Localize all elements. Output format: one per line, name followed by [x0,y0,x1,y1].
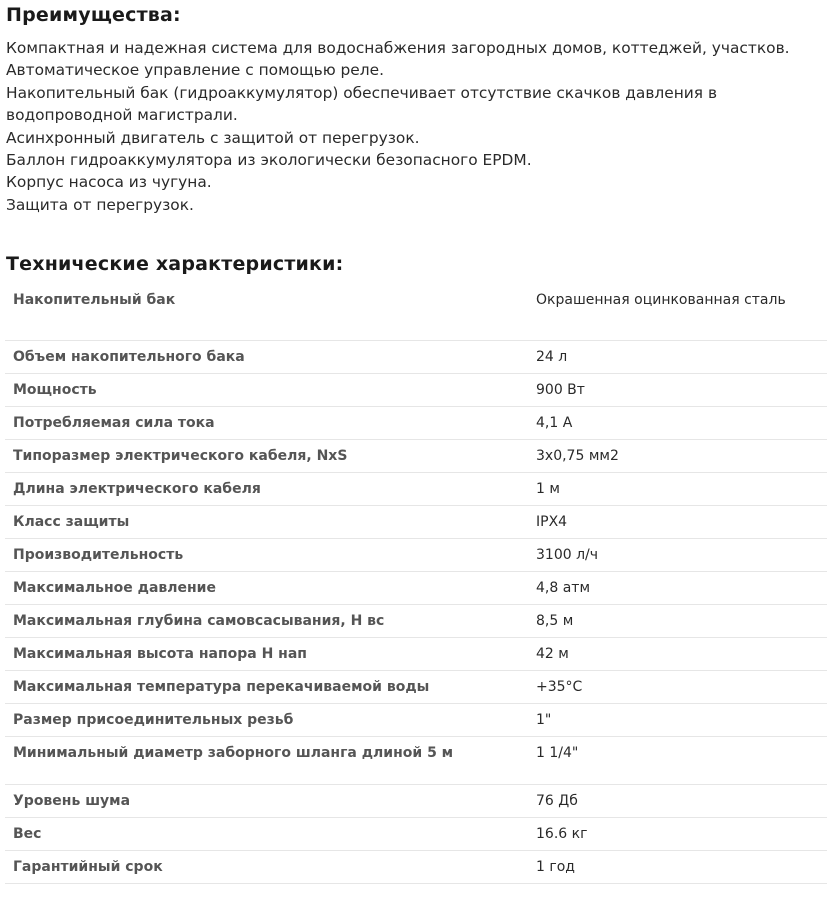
spec-row [5,472,827,505]
spec-row [5,817,827,850]
spec-name: Размер присоединительных резьб [5,703,526,736]
advantage-item: Защита от перегрузок. [6,195,194,214]
spec-value: 42 м [526,637,827,670]
spec-row [5,670,827,703]
spec-value: 4,8 атм [526,571,827,604]
spec-row [5,637,827,670]
spec-value: 3х0,75 мм2 [526,439,827,472]
spec-row [5,284,827,340]
spec-row [5,505,827,538]
spec-name: Вес [5,817,526,850]
spec-row [5,538,827,571]
specs-heading: Технические характеристики: [6,253,344,275]
spec-value: IPX4 [526,505,827,538]
spec-row [5,406,827,439]
spec-value: 1" [526,703,827,736]
spec-value: Окрашенная оцинкованная сталь [526,284,827,340]
spec-name: Класс защиты [5,505,526,538]
advantage-item: Асинхронный двигатель с защитой от перегрузок. [6,128,420,147]
spec-value: 8,5 м [526,604,827,637]
spec-name: Максимальная высота напора Н нап [5,637,526,670]
spec-value: +35°С [526,670,827,703]
spec-value: 76 Дб [526,784,827,817]
spec-row [5,784,827,817]
spec-name: Типоразмер электрического кабеля, NxS [5,439,526,472]
advantage-item: Корпус насоса из чугуна. [6,173,212,192]
spec-value: 4,1 А [526,406,827,439]
spec-name: Минимальный диаметр заборного шланга длиной 5 м [5,736,526,784]
spec-row [5,439,827,472]
spec-value: 24 л [526,340,827,373]
spec-row [5,736,827,784]
advantage-item: Автоматическое управление с помощью реле. [6,61,384,80]
spec-name: Длина электрического кабеля [5,472,526,505]
spec-row [5,571,827,604]
advantages-heading: Преимущества: [6,4,181,26]
advantage-item: Накопительный бак (гидроаккумулятор) обеспечивает отсутствие скачков давления в водопроводной магистрали. [6,83,718,125]
spec-name: Максимальное давление [5,571,526,604]
spec-value: 3100 л/ч [526,538,827,571]
spec-value: 1 м [526,472,827,505]
spec-name: Мощность [5,373,526,406]
advantage-item: Компактная и надежная система для водоснабжения загородных домов, коттеджей, участков. [6,39,790,57]
spec-name: Уровень шума [5,784,526,817]
spec-name: Максимальная температура перекачиваемой воды [5,670,526,703]
advantage-item: Баллон гидроаккумулятора из экологически безопасного EPDM. [6,151,532,170]
spec-row [5,703,827,736]
spec-value: 1 1/4" [526,736,827,784]
spec-name: Объем накопительного бака [5,340,526,373]
spec-name: Потребляемая сила тока [5,406,526,439]
spec-row [5,373,827,406]
spec-row [5,850,827,883]
spec-name: Накопительный бак [5,284,526,340]
advantages-list [6,37,828,216]
specs-table [5,284,827,884]
spec-value: 900 Вт [526,373,827,406]
spec-value: 1 год [526,850,827,883]
spec-name: Гарантийный срок [5,850,526,883]
spec-row [5,604,827,637]
spec-name: Максимальная глубина самовсасывания, Н вс [5,604,526,637]
spec-name: Производительность [5,538,526,571]
spec-value: 16.6 кг [526,817,827,850]
spec-row [5,340,827,373]
